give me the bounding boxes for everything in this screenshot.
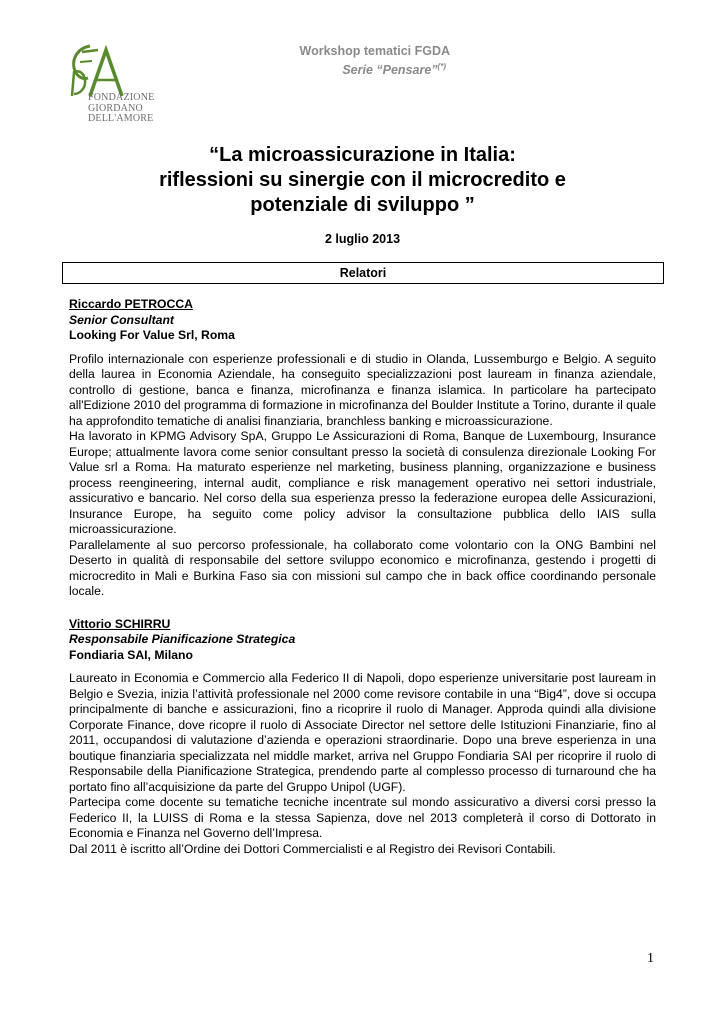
footnote-mark: (*) [437,62,446,71]
title-line-3: potenziale di sviluppo ” [250,194,475,216]
fgda-logo [68,40,168,130]
speaker-company: Fondiaria SAI, Milano [69,647,193,662]
series-name: Serie “Pensare” [342,63,438,78]
series-line-1: Workshop tematici FGDA [299,44,450,58]
document-title [0,143,725,218]
fgda-logo-mark [68,40,138,98]
bio-paragraph: Profilo internazionale con esperienze professionali e di studio in Olanda, Lussemburgo e Belgio. A seguito della laurea in Economia Aziendale, ha conseguito specializzazioni post lauream in finanza aziendale, controllo di gestione, banca e finanza, microfinanza e finanza islamica. In particolare ha partecipato all'Edizione 2010 del programma di formazione in microfinanza del Boulder Institute a Torino, durante il quale ha approfondito tematiche di analisi finanziaria, branchless banking e microassicurazione. [69,351,656,428]
bio-paragraph: Parallelamente al suo percorso professionale, ha collaborato come volontario con la ONG Bambini nel Deserto in qualità di responsabile del settore sviluppo economico e microfinanza, gestendo i progetti di microcredito in Mali e Burkina Faso sia con missioni sul campo che in back office coordinando personale locale. [69,537,656,598]
bio-paragraph: Ha lavorato in KPMG Advisory SpA, Gruppo Le Assicurazioni di Roma, Banque de Luxembourg, Insurance Europe; attualmente lavora come senior consultant presso la società di consulenza direzionale Looking For Value srl a Roma. Ha maturato esperienze nel marketing, business planning, organizzazione e business process reengineering, internal audit, compliance e risk management operativo nei settori industriale, assicurativo e bancario. Nel corso della sua esperienza presso la federazione europea delle Assicurazioni, Insurance Europe, ha seguito come policy advisor la consultazione pubblica dello IAIS sulla microassicurazione. [69,429,656,536]
series-header [300,43,450,78]
title-line-1: “La microassicurazione in Italia: [209,144,516,166]
speaker-bio [69,352,656,600]
speaker-role: Responsabile Pianificazione Strategica [69,632,296,646]
logo-line-3: DELL'AMORE [88,113,154,124]
speaker-company: Looking For Value Srl, Roma [69,328,235,342]
bio-paragraph: Laureato in Economia e Commercio alla Federico II di Napoli, dopo esperienze universitarie post lauream in Belgio e Svezia, inizia l’attività professionale nel 2000 come revisore contabile in una “Big4”, dove si occupa principalmente di banche e assicurazioni, fino a ricoprire il ruolo di Manager. Approda quindi alla divisione Corporate Finance, dove ricopre il ruolo di Associate Director nel settore delle Istituzioni Finanziarie, fino al 2011, occupandosi di valutazione d’azienda e operazioni straordinarie. Dopo una breve esperienza in una boutique finanziaria specializzata nel middle market, arriva nel Gruppo Fondiaria SAI per ricoprire il ruolo di Responsabile della Pianificazione Strategica, prendendo parte al complesso processo di turnaround che ha portato fino all’acquisizione da parte del Gruppo Unipol (UGF). [69,671,656,794]
speaker-name: Vittorio SCHIRRU [69,616,171,631]
section-heading-relatori: Relatori [62,262,664,284]
page-number: 1 [647,951,654,966]
bio-paragraph: Dal 2011 è iscritto all’Ordine dei Dottori Commercialisti e al Registro dei Revisori Contabili. [69,841,556,856]
series-line-2 [300,59,450,78]
speakers-list [69,297,656,874]
speaker-entry [69,297,656,600]
title-line-2: riflessioni su sinergie con il microcredito e [159,169,566,191]
event-date: 2 luglio 2013 [324,232,401,246]
logo-line-1: FONDAZIONE [88,92,155,103]
bio-paragraph: Partecipa come docente su tematiche tecniche incentrate sul mondo assicurativo a diversi corsi presso la Federico II, la LUISS di Roma e la stessa Sapienza, dove nel 2013 completerà il corso di Dottorato in Economia e Finanza nel Governo dell’Impresa. [69,795,656,840]
speaker-role: Senior Consultant [69,312,174,327]
speaker-bio [69,671,656,857]
logo-line-2: GIORDANO [88,102,143,114]
speaker-name: Riccardo PETROCCA [69,297,193,311]
logo-wordmark [88,93,154,125]
speaker-entry [69,617,656,858]
